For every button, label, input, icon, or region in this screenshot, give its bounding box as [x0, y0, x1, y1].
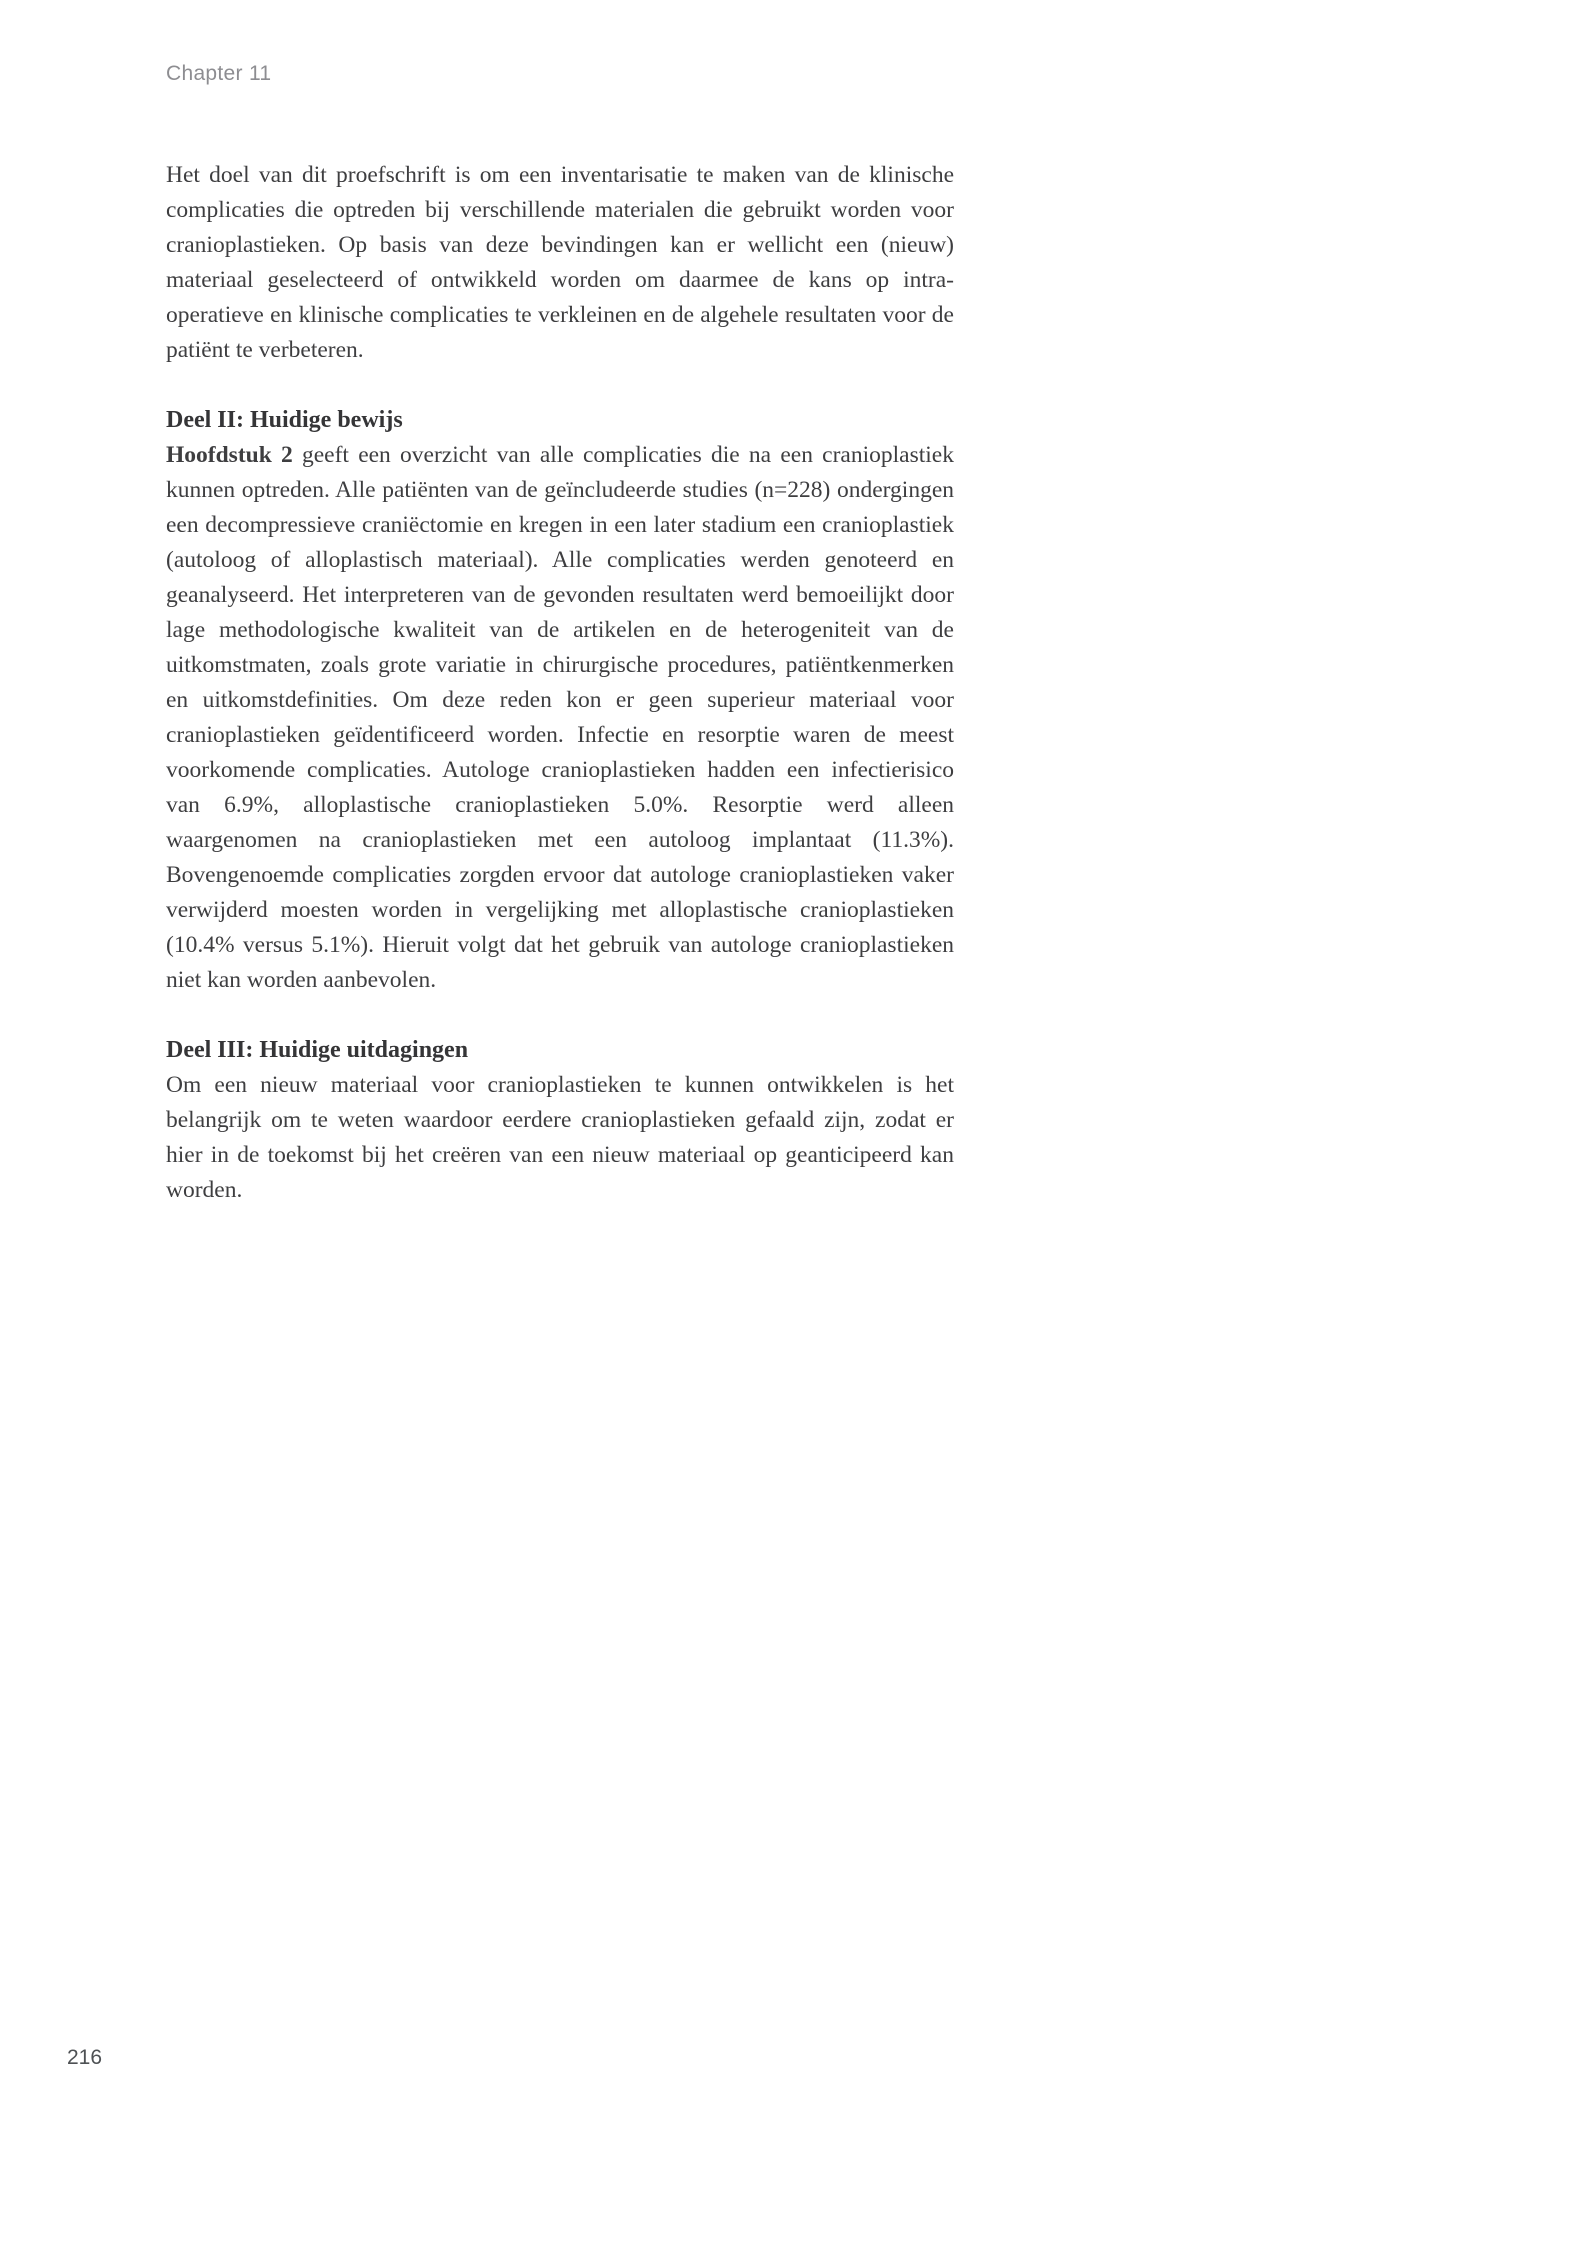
text-block	[166, 158, 954, 1208]
section2-body-text: geeft een overzicht van alle complicaties die na een cranioplastiek kunnen optreden. Alle patiënten van de geïncludeerde studies (n=228) ondergingen een decompressieve craniëctomie en kregen in een later stadium een cranioplastiek (autoloog of alloplastisch materiaal). Alle complicaties werden genoteerd en geanalyseerd. Het interpreteren van de gevonden resultaten werd bemoeilijkt door lage methodologische kwaliteit van de artikelen en de heterogeniteit van de uitkomstmaten, zoals grote variatie in chirurgische procedures, patiëntkenmerken en uitkomstdefinities. Om deze reden kon er geen superieur materiaal voor cranioplastieken geïdentificeerd worden. Infectie en resorptie waren de meest voorkomende complicaties. Autologe cranioplastieken hadden een infectierisico van 6.9%, alloplastische cranioplastieken 5.0%. Resorptie werd alleen waargenomen na cranioplastieken met een autoloog implantaat (11.3%). Bovengenoemde complicaties zorgden ervoor dat autologe cranioplastieken vaker verwijderd moesten worden in vergelijking met alloplastische cranioplastieken (10.4% versus 5.1%). Hieruit volgt dat het gebruik van autologe cranioplastieken niet kan worden aanbevolen.	[166, 442, 954, 993]
section2-lead-bold: Hoofdstuk 2	[166, 442, 293, 468]
page-number: 216	[67, 2046, 103, 2069]
section-heading-deel-2: Deel II: Huidige bewijs	[166, 407, 403, 433]
section3-paragraph: Om een nieuw materiaal voor cranioplastieken te kunnen ontwikkelen is het belangrijk om te weten waardoor eerdere cranioplastieken gefaald zijn, zodat er hier in de toekomst bij het creëren van een nieuw materiaal op geanticipeerd kan worden.	[166, 1072, 954, 1203]
section2-paragraph	[166, 438, 954, 998]
intro-paragraph: Het doel van dit proefschrift is om een inventarisatie te maken van de klinische complicaties die optreden bij verschillende materialen die gebruikt worden voor cranioplastieken. Op basis van deze bevindingen kan er wellicht een (nieuw) materiaal geselecteerd of ontwikkeld worden om daarmee de kans op intra-operatieve en klinische complicaties te verkleinen en de algehele resultaten voor de patiënt te verbeteren.	[166, 162, 954, 363]
section-heading-deel-3: Deel III: Huidige uitdagingen	[166, 1037, 469, 1063]
running-header-chapter: Chapter 11	[166, 62, 272, 85]
